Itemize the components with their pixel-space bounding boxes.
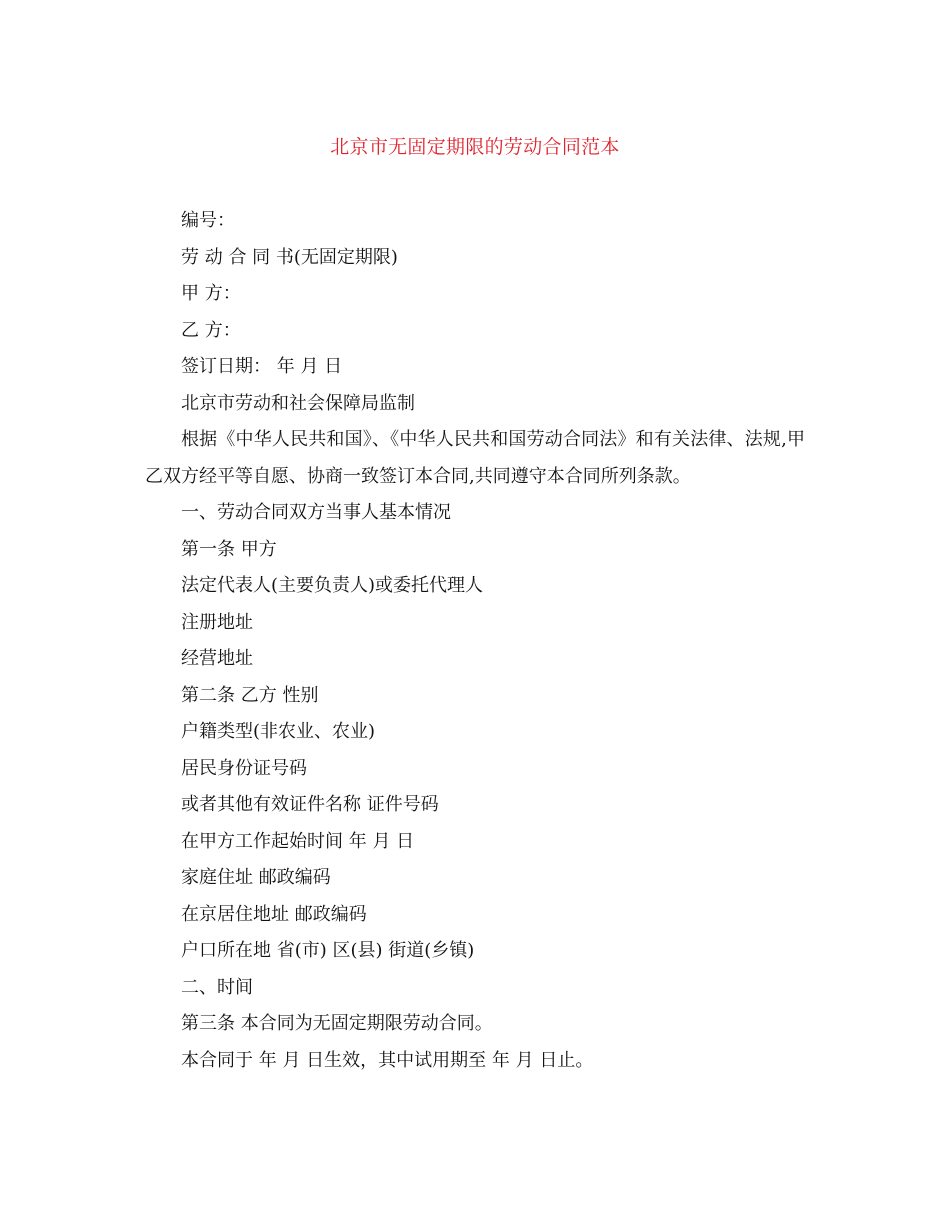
article-line: 户籍类型(非农业、农业)	[181, 721, 376, 742]
article-line: 法定代表人(主要负责人)或委托代理人	[181, 575, 484, 596]
article-line: 第二条 乙方 性别	[181, 684, 319, 706]
article-line: 第三条 本合同为无固定期限劳动合同。	[181, 1013, 493, 1034]
signing-date-label: 签订日期： 年 月 日	[181, 356, 343, 377]
contract-number-label: 编号：	[181, 210, 235, 231]
article-line: 居民身份证号码	[181, 757, 307, 779]
document-title: 北京市无固定期限的劳动合同范本	[330, 136, 620, 158]
party-b-label: 乙 方：	[181, 319, 241, 341]
section-heading: 一、劳动合同双方当事人基本情况	[181, 502, 451, 523]
section-heading: 二、时间	[181, 976, 253, 998]
article-line: 第一条 甲方	[181, 538, 277, 560]
article-line: 家庭住址 邮政编码	[181, 867, 331, 888]
document-body	[145, 203, 805, 1079]
article-line: 或者其他有效证件名称 证件号码	[181, 794, 439, 815]
party-a-label: 甲 方：	[181, 283, 241, 304]
article-line: 户口所在地 省(市) 区(县) 街道(乡镇)	[181, 940, 475, 961]
supervisor-label: 北京市劳动和社会保障局监制	[181, 392, 415, 414]
article-line: 在甲方工作起始时间 年 月 日	[181, 830, 415, 852]
article-line: 经营地址	[181, 648, 253, 669]
preamble-paragraph: 根据《中华人民共和国》、《中华人民共和国劳动合同法》和有关法律、法规,甲乙双方经平等自愿、协商一致签订本合同,共同遵守本合同所列条款。	[145, 429, 805, 487]
contract-heading: 劳 动 合 同 书(无固定期限)	[181, 246, 398, 268]
article-line: 在京居住地址 邮政编码	[181, 903, 367, 925]
article-line: 注册地址	[181, 611, 253, 633]
article-line: 本合同于 年 月 日生效，其中试用期至 年 月 日止。	[181, 1049, 594, 1071]
